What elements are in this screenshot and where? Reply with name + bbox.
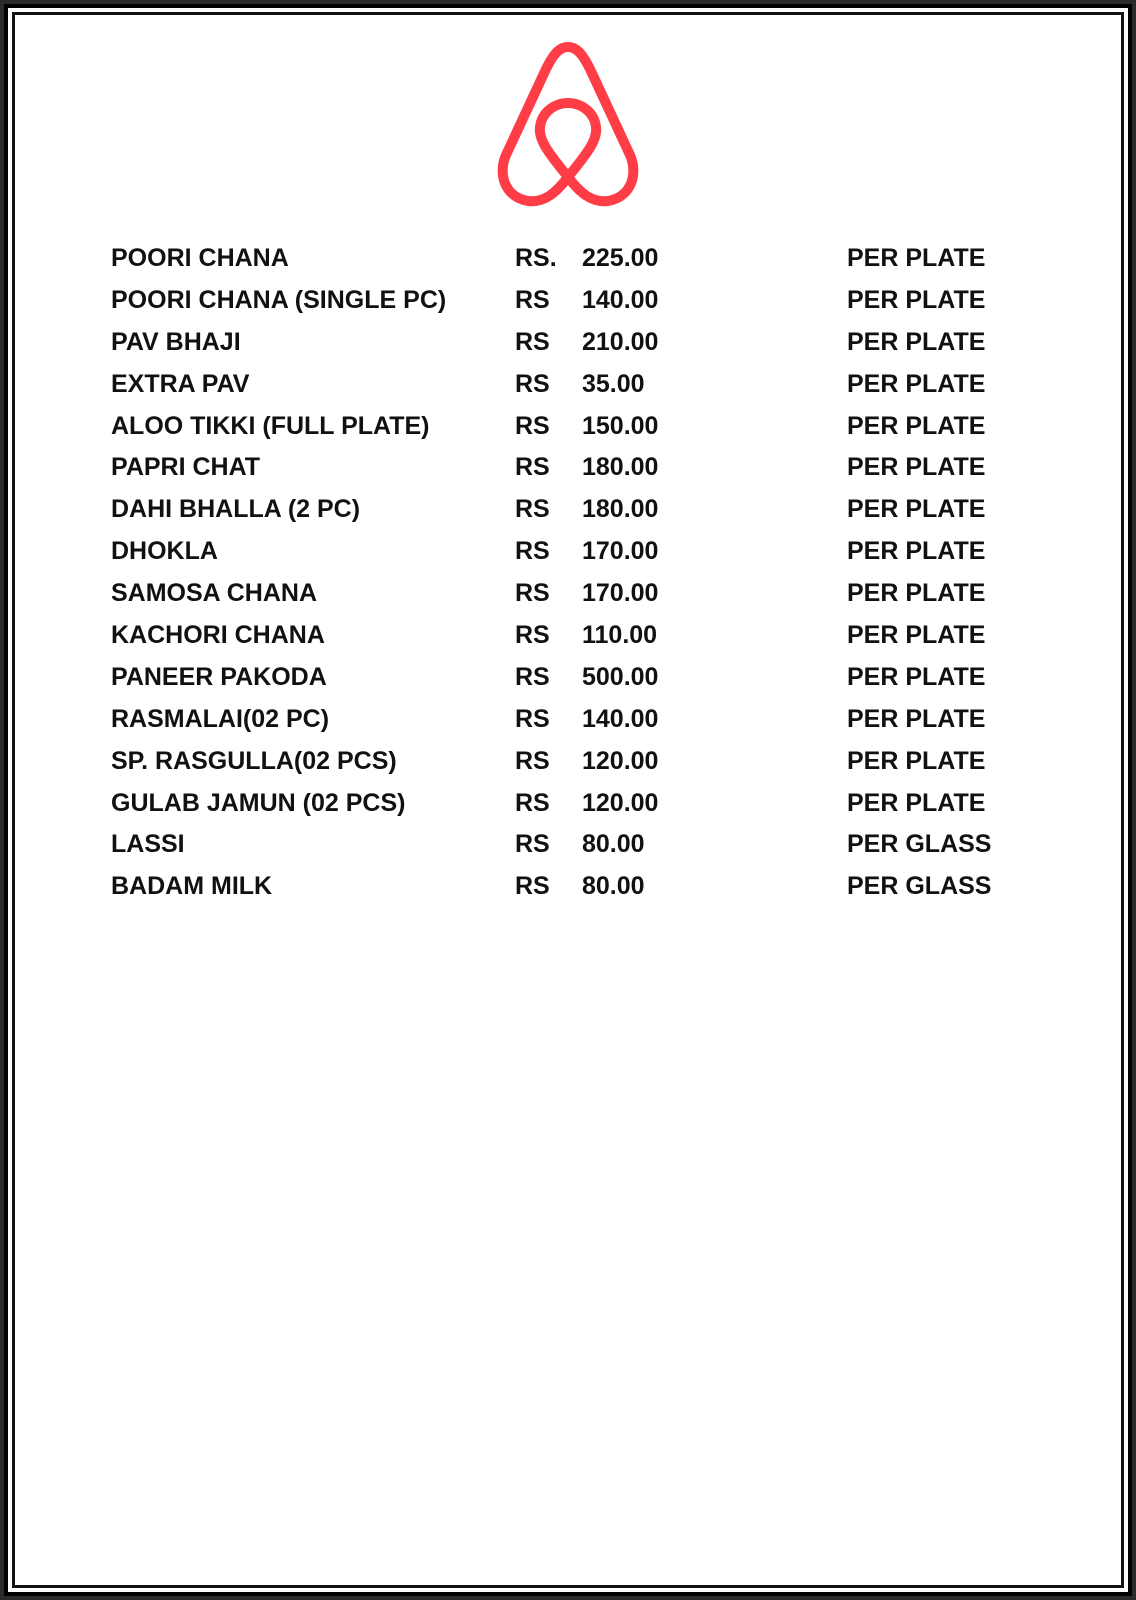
item-price: 210.00 [582,327,659,356]
item-price: 150.00 [582,411,659,440]
item-name: ALOO TIKKI (FULL PLATE) [111,411,430,440]
item-name: GULAB JAMUN (02 PCS) [111,788,406,817]
item-name: RASMALAI(02 PC) [111,704,330,733]
item-name: POORI CHANA (SINGLE PC) [111,285,447,314]
menu-row [111,405,1031,447]
menu-row [111,782,1031,824]
item-name: DHOKLA [111,537,218,566]
item-currency: RS [515,662,550,691]
item-currency: RS [515,537,550,566]
item-name: SAMOSA CHANA [111,579,318,608]
menu-row [111,698,1031,740]
item-currency: RS [515,788,550,817]
item-name: LASSI [111,830,185,859]
item-unit: PER PLATE [847,285,986,314]
menu-row [111,865,1031,907]
item-name: EXTRA PAV [111,369,250,398]
item-currency: RS [515,411,550,440]
item-currency: RS [515,830,550,859]
item-unit: PER PLATE [847,411,986,440]
item-name: POORI CHANA [111,244,289,272]
item-currency: RS. [515,244,557,272]
item-unit: PER PLATE [847,369,986,398]
item-unit: PER PLATE [847,704,986,733]
item-currency: RS [515,369,550,398]
menu-row [111,614,1031,656]
menu-row [111,446,1031,488]
item-price: 120.00 [582,746,659,775]
item-currency: RS [515,704,550,733]
item-name: KACHORI CHANA [111,621,325,650]
item-unit: PER GLASS [847,872,992,901]
menu-row [111,363,1031,405]
item-unit: PER PLATE [847,244,986,272]
item-price: 120.00 [582,788,659,817]
item-price: 140.00 [582,285,659,314]
item-unit: PER PLATE [847,495,986,524]
item-name: PAV BHAJI [111,327,241,356]
page-frame [4,4,1132,1596]
item-currency: RS [515,621,550,650]
item-name: DAHI BHALLA (2 PC) [111,495,361,524]
item-price: 170.00 [582,579,659,608]
item-price: 140.00 [582,704,659,733]
menu-row [111,237,1031,279]
item-unit: PER PLATE [847,788,986,817]
airbnb-logo-icon [488,37,648,207]
item-unit: PER PLATE [847,579,986,608]
menu-row [111,321,1031,363]
item-name: PAPRI CHAT [111,453,261,482]
menu-row [111,823,1031,865]
item-currency: RS [515,746,550,775]
item-currency: RS [515,872,550,901]
item-price: 80.00 [582,872,645,901]
item-unit: PER PLATE [847,537,986,566]
item-price: 180.00 [582,495,659,524]
item-unit: PER GLASS [847,830,992,859]
menu-row [111,279,1031,321]
item-name: BADAM MILK [111,872,273,901]
item-unit: PER PLATE [847,327,986,356]
item-price: 500.00 [582,662,659,691]
item-unit: PER PLATE [847,662,986,691]
item-unit: PER PLATE [847,746,986,775]
item-name: PANEER PAKODA [111,662,327,691]
item-currency: RS [515,579,550,608]
item-price: 180.00 [582,453,659,482]
menu-card [12,12,1124,1588]
menu-row [111,740,1031,782]
logo [15,37,1121,207]
menu-row [111,530,1031,572]
menu-list [111,237,1031,907]
item-name: SP. RASGULLA(02 PCS) [111,746,397,775]
item-price: 225.00 [582,244,659,272]
item-price: 110.00 [582,621,658,650]
item-price: 35.00 [582,369,645,398]
menu-row [111,572,1031,614]
item-unit: PER PLATE [847,453,986,482]
item-price: 170.00 [582,537,659,566]
item-currency: RS [515,285,550,314]
menu-row [111,656,1031,698]
item-currency: RS [515,453,550,482]
item-currency: RS [515,327,550,356]
item-currency: RS [515,495,550,524]
item-price: 80.00 [582,830,645,859]
item-unit: PER PLATE [847,621,986,650]
menu-row [111,488,1031,530]
